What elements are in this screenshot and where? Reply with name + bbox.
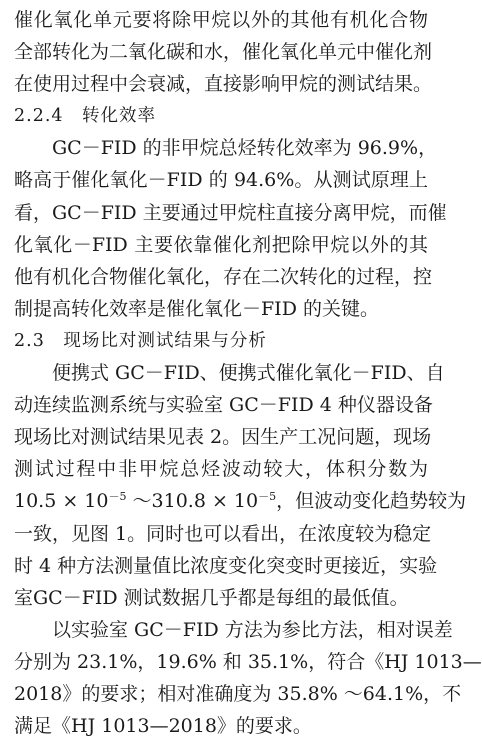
text-line: 室GC－FID 测试数据几乎都是每组的最低值。: [14, 586, 409, 609]
text-line: 2018》的要求；相对准确度为 35.8% ～64.1%，不: [14, 682, 462, 705]
text-line: 便携式 GC－FID、便携式催化氧化－FID、自: [52, 362, 445, 385]
text-line: 动连续监测系统与实验室 GC－FID 4 种仪器设备: [14, 394, 433, 417]
text-line: 全部转化为二氧化碳和水，催化氧化单元中催化剂: [14, 41, 433, 64]
range-end-exponent: －5: [258, 490, 277, 504]
text-line: 制提高转化效率是催化氧化－FID 的关键。: [14, 297, 379, 320]
text-line: 满足《HJ 1013—2018》的要求。: [14, 715, 312, 738]
text-line: 一致，见图 1。同时也可以看出，在浓度较为稳定: [14, 522, 432, 545]
range-start-value: 10.5 × 10: [14, 490, 109, 513]
text-line: 化氧化－FID 主要依靠催化剂把除甲烷以外的其: [14, 233, 428, 256]
range-end-value: ～310.8 × 10: [126, 490, 259, 513]
range-tail-text: ，但波动变化趋势较为: [276, 490, 467, 513]
text-line: 现场比对测试结果见表 2。因生产工况问题，现场: [14, 426, 432, 449]
text-line: 在使用过程中会衰减，直接影响甲烷的测试结果。: [14, 73, 433, 96]
text-line: 以实验室 GC－FID 方法为参比方法，相对误差: [52, 618, 453, 641]
text-line: 看，GC－FID 主要通过甲烷柱直接分离甲烷，而催: [14, 201, 447, 224]
text-line: 分别为 23.1%，19.6% 和 35.1%，符合《HJ 1013—: [14, 650, 482, 673]
text-line: GC－FID 的非甲烷总烃转化效率为 96.9%，: [52, 137, 438, 160]
text-line: 略高于催化氧化－FID 的 94.6%。从测试原理上: [14, 169, 428, 192]
range-start-exponent: －5: [108, 490, 127, 504]
section-heading: 2.3 现场比对测试结果与分析: [14, 330, 267, 351]
section-heading: 2.2.4 转化效率: [14, 106, 157, 127]
range-line: [14, 485, 467, 517]
text-line: 催化氧化单元要将除甲烷以外的其他有机化合物: [14, 9, 428, 31]
text-line: 他有机化合物催化氧化，存在二次转化的过程，控: [14, 265, 433, 288]
text-line: 测试过程中非甲烷总烃波动较大，体积分数为: [14, 458, 428, 481]
text-line: 时 4 种方法测量值比浓度变化突变时更接近，实验: [14, 554, 438, 577]
